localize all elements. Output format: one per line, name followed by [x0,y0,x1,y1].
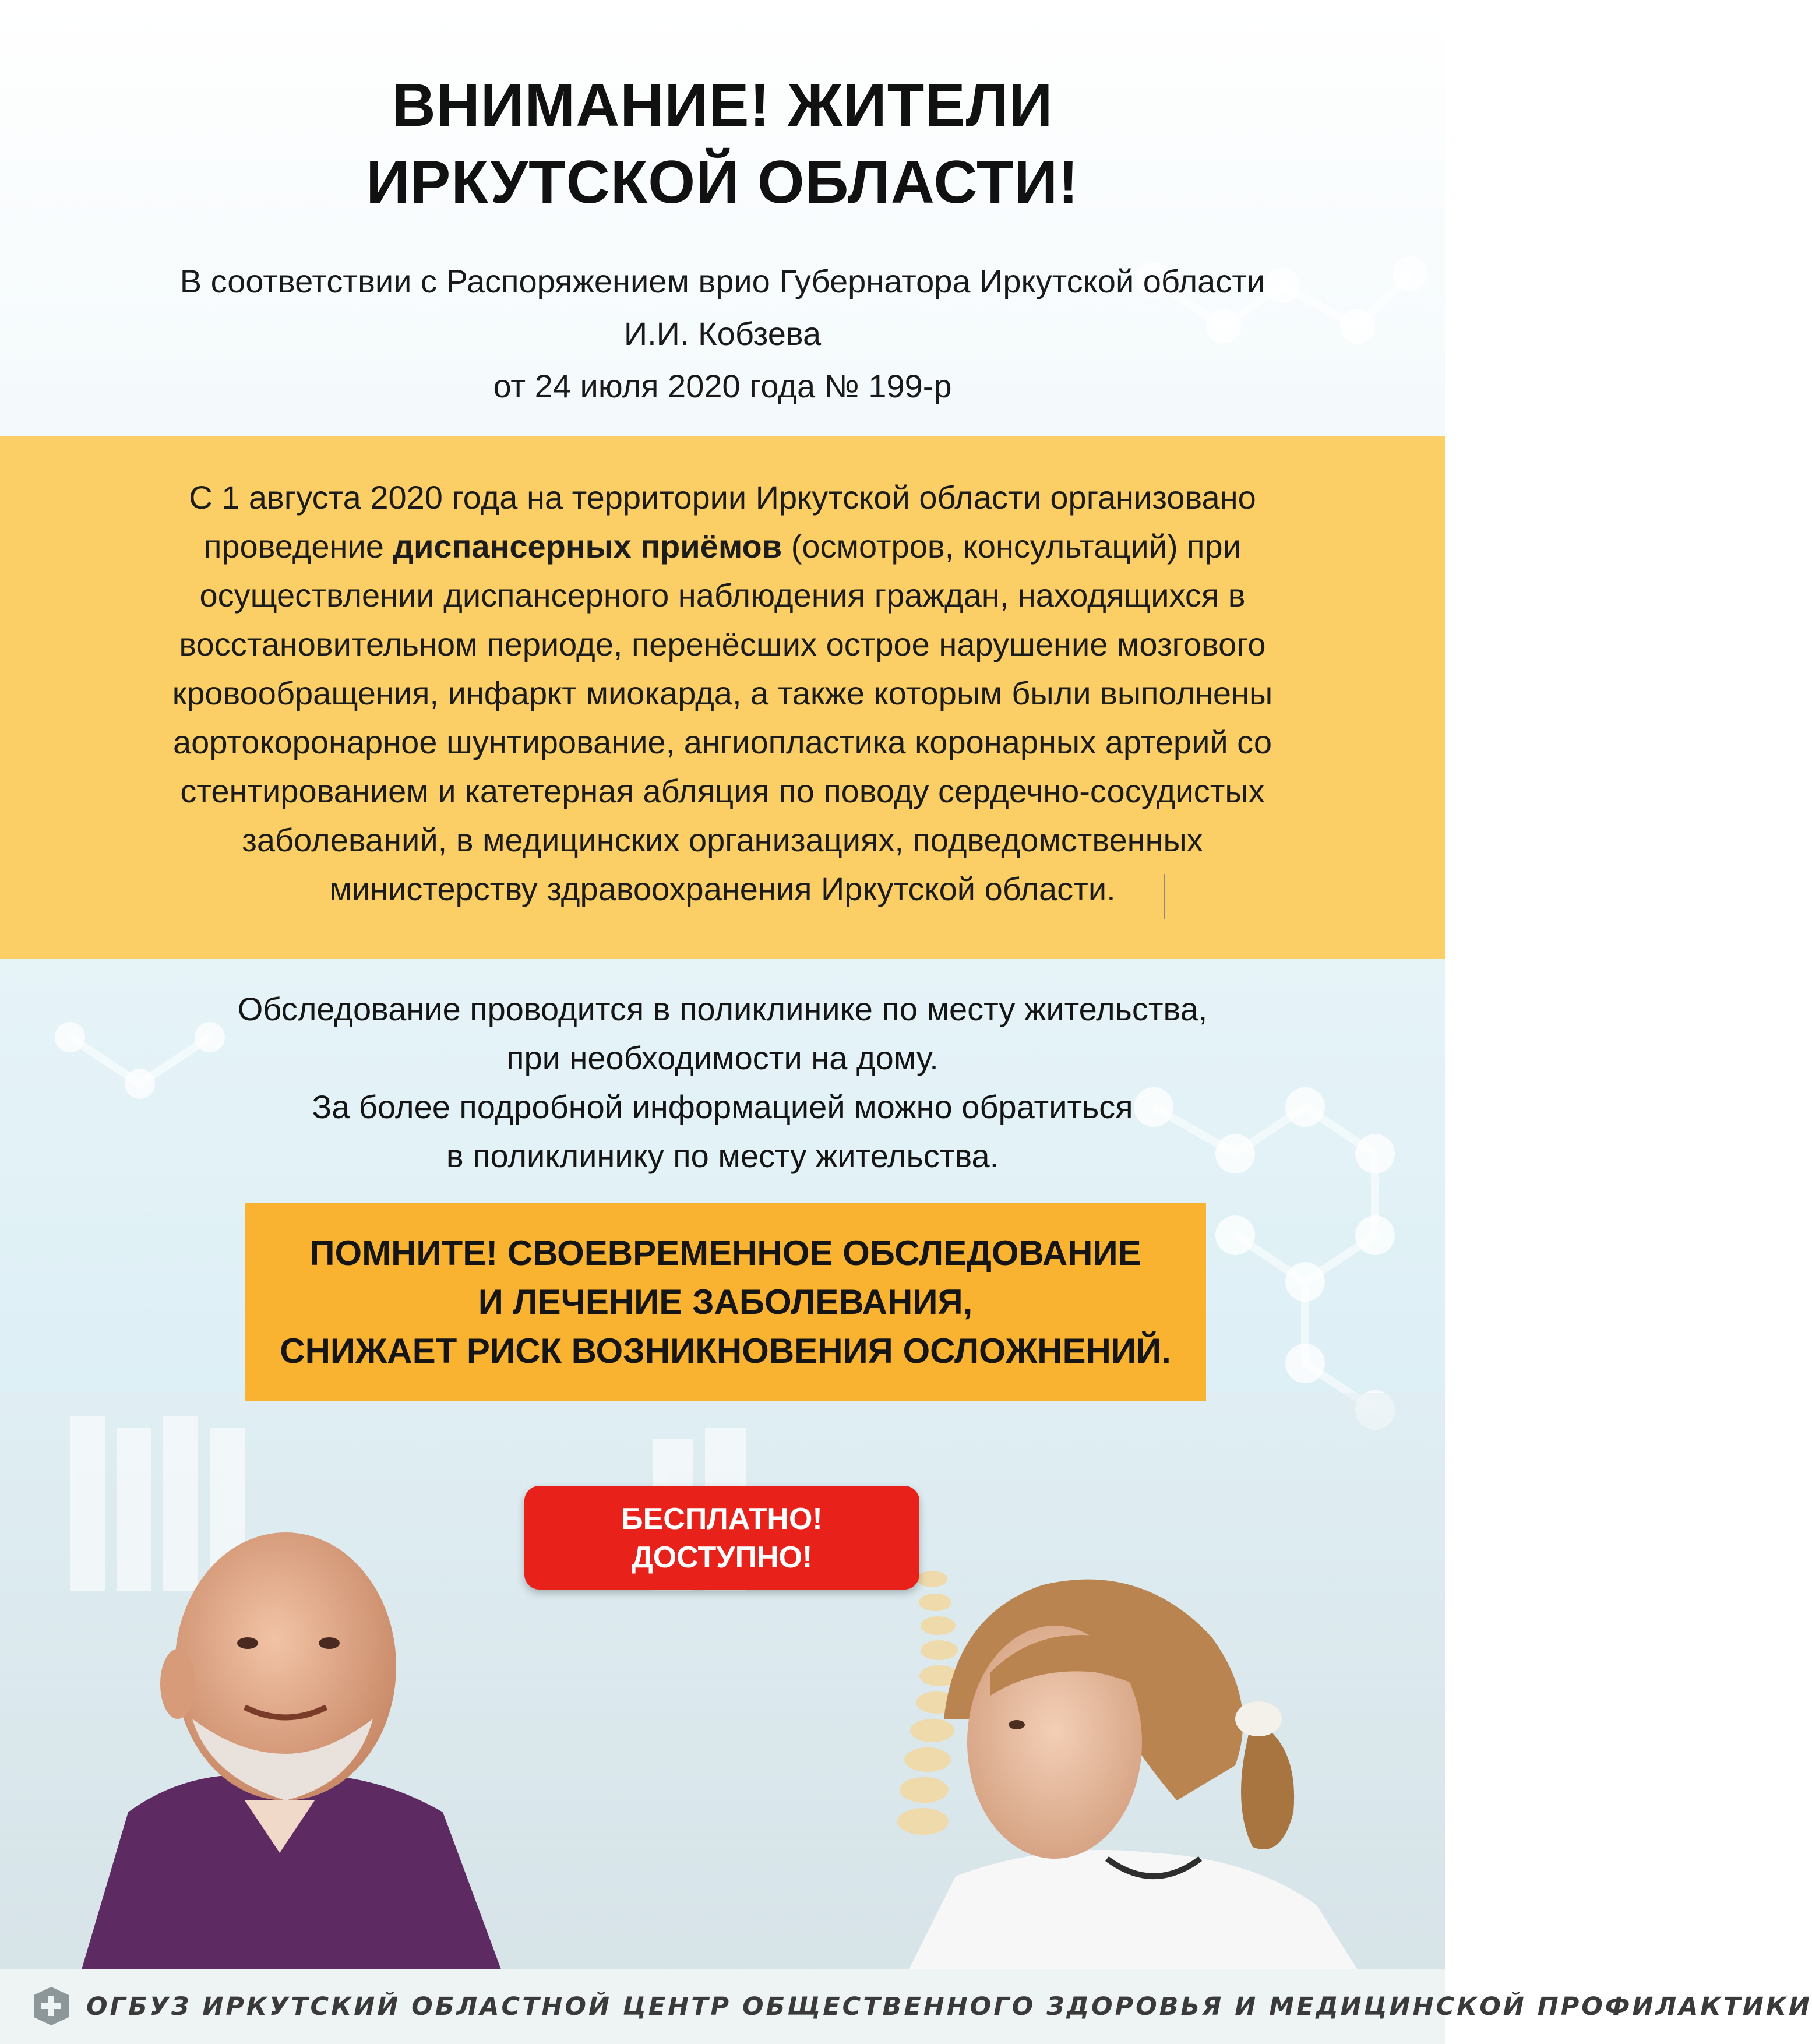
notice-line-2 [0,522,1445,571]
info-line-3: За более подробной информацией можно обратиться [312,1088,1133,1125]
badge-line-1: БЕСПЛАТНО! [621,1502,823,1536]
organization-logo-icon [28,1983,73,2029]
decree-line-3: от 24 июля 2020 года № 199-р [493,368,952,404]
notice-line-6: аортокоронарное шунтирование, ангиопластика коронарных артерий со [173,724,1272,760]
notice-line-7: стентированием и катетерная абляция по поводу сердечно-сосудистых [180,773,1265,809]
info-text [0,985,1445,1180]
title-line-2: ИРКУТСКОЙ ОБЛАСТИ! [366,149,1079,216]
decree-line-1: В соответствии с Распоряжением врио Губернатора Иркутской области [179,263,1265,299]
info-line-1: Обследование проводится в поликлинике по месту жительства, [237,991,1208,1027]
notice-line-2-end: (осмотров, консультаций) при [782,528,1241,565]
page-title [0,67,1445,221]
badge-line-2: ДОСТУПНО! [631,1541,813,1574]
notice-line-3: осуществлении диспансерного наблюдения граждан, находящихся в [199,577,1246,614]
notice-line-4: восстановительном периоде, перенёсших острое нарушение мозгового [179,626,1266,662]
reminder-box [245,1203,1206,1401]
notice-line-9: министерству здравоохранения Иркутской области. [329,871,1116,907]
reminder-line-1: ПОМНИТЕ! СВОЕВРЕМЕННОЕ ОБСЛЕДОВАНИЕ [309,1234,1141,1273]
notice-emphasis: диспансерных приёмов [393,528,782,565]
title-line-1: ВНИМАНИЕ! ЖИТЕЛИ [392,72,1053,139]
organization-name: ОГБУЗ ИРКУТСКИЙ ОБЛАСТНОЙ ЦЕНТР ОБЩЕСТВЕННОГО ЗДОРОВЬЯ И МЕДИЦИНСКОЙ ПРОФИЛАКТИКИ [86,1992,1812,2021]
info-line-4: в поликлинику по месту жительства. [446,1137,999,1174]
free-available-badge [524,1486,919,1590]
decree-line-2: И.И. Кобзева [623,315,822,352]
info-line-2: при необходимости на дому. [506,1039,939,1076]
decree-reference [0,255,1445,413]
footer [0,1969,1812,2044]
main-notice-text [0,473,1445,914]
doctor-patient-photo [0,1393,1445,1969]
text-cursor-mark [1164,874,1165,919]
notice-line-5: кровообращения, инфаркт миокарда, а также которым были выполнены [172,675,1273,711]
notice-line-2-start: проведение [204,528,393,565]
notice-line-1: С 1 августа 2020 года на территории Иркутской области организовано [189,479,1256,516]
reminder-line-2: И ЛЕЧЕНИЕ ЗАБОЛЕВАНИЯ, [478,1282,973,1321]
reminder-line-3: СНИЖАЕТ РИСК ВОЗНИКНОВЕНИЯ ОСЛОЖНЕНИЙ. [280,1331,1171,1370]
notice-line-8: заболеваний, в медицинских организациях, подведомственных [242,822,1203,858]
